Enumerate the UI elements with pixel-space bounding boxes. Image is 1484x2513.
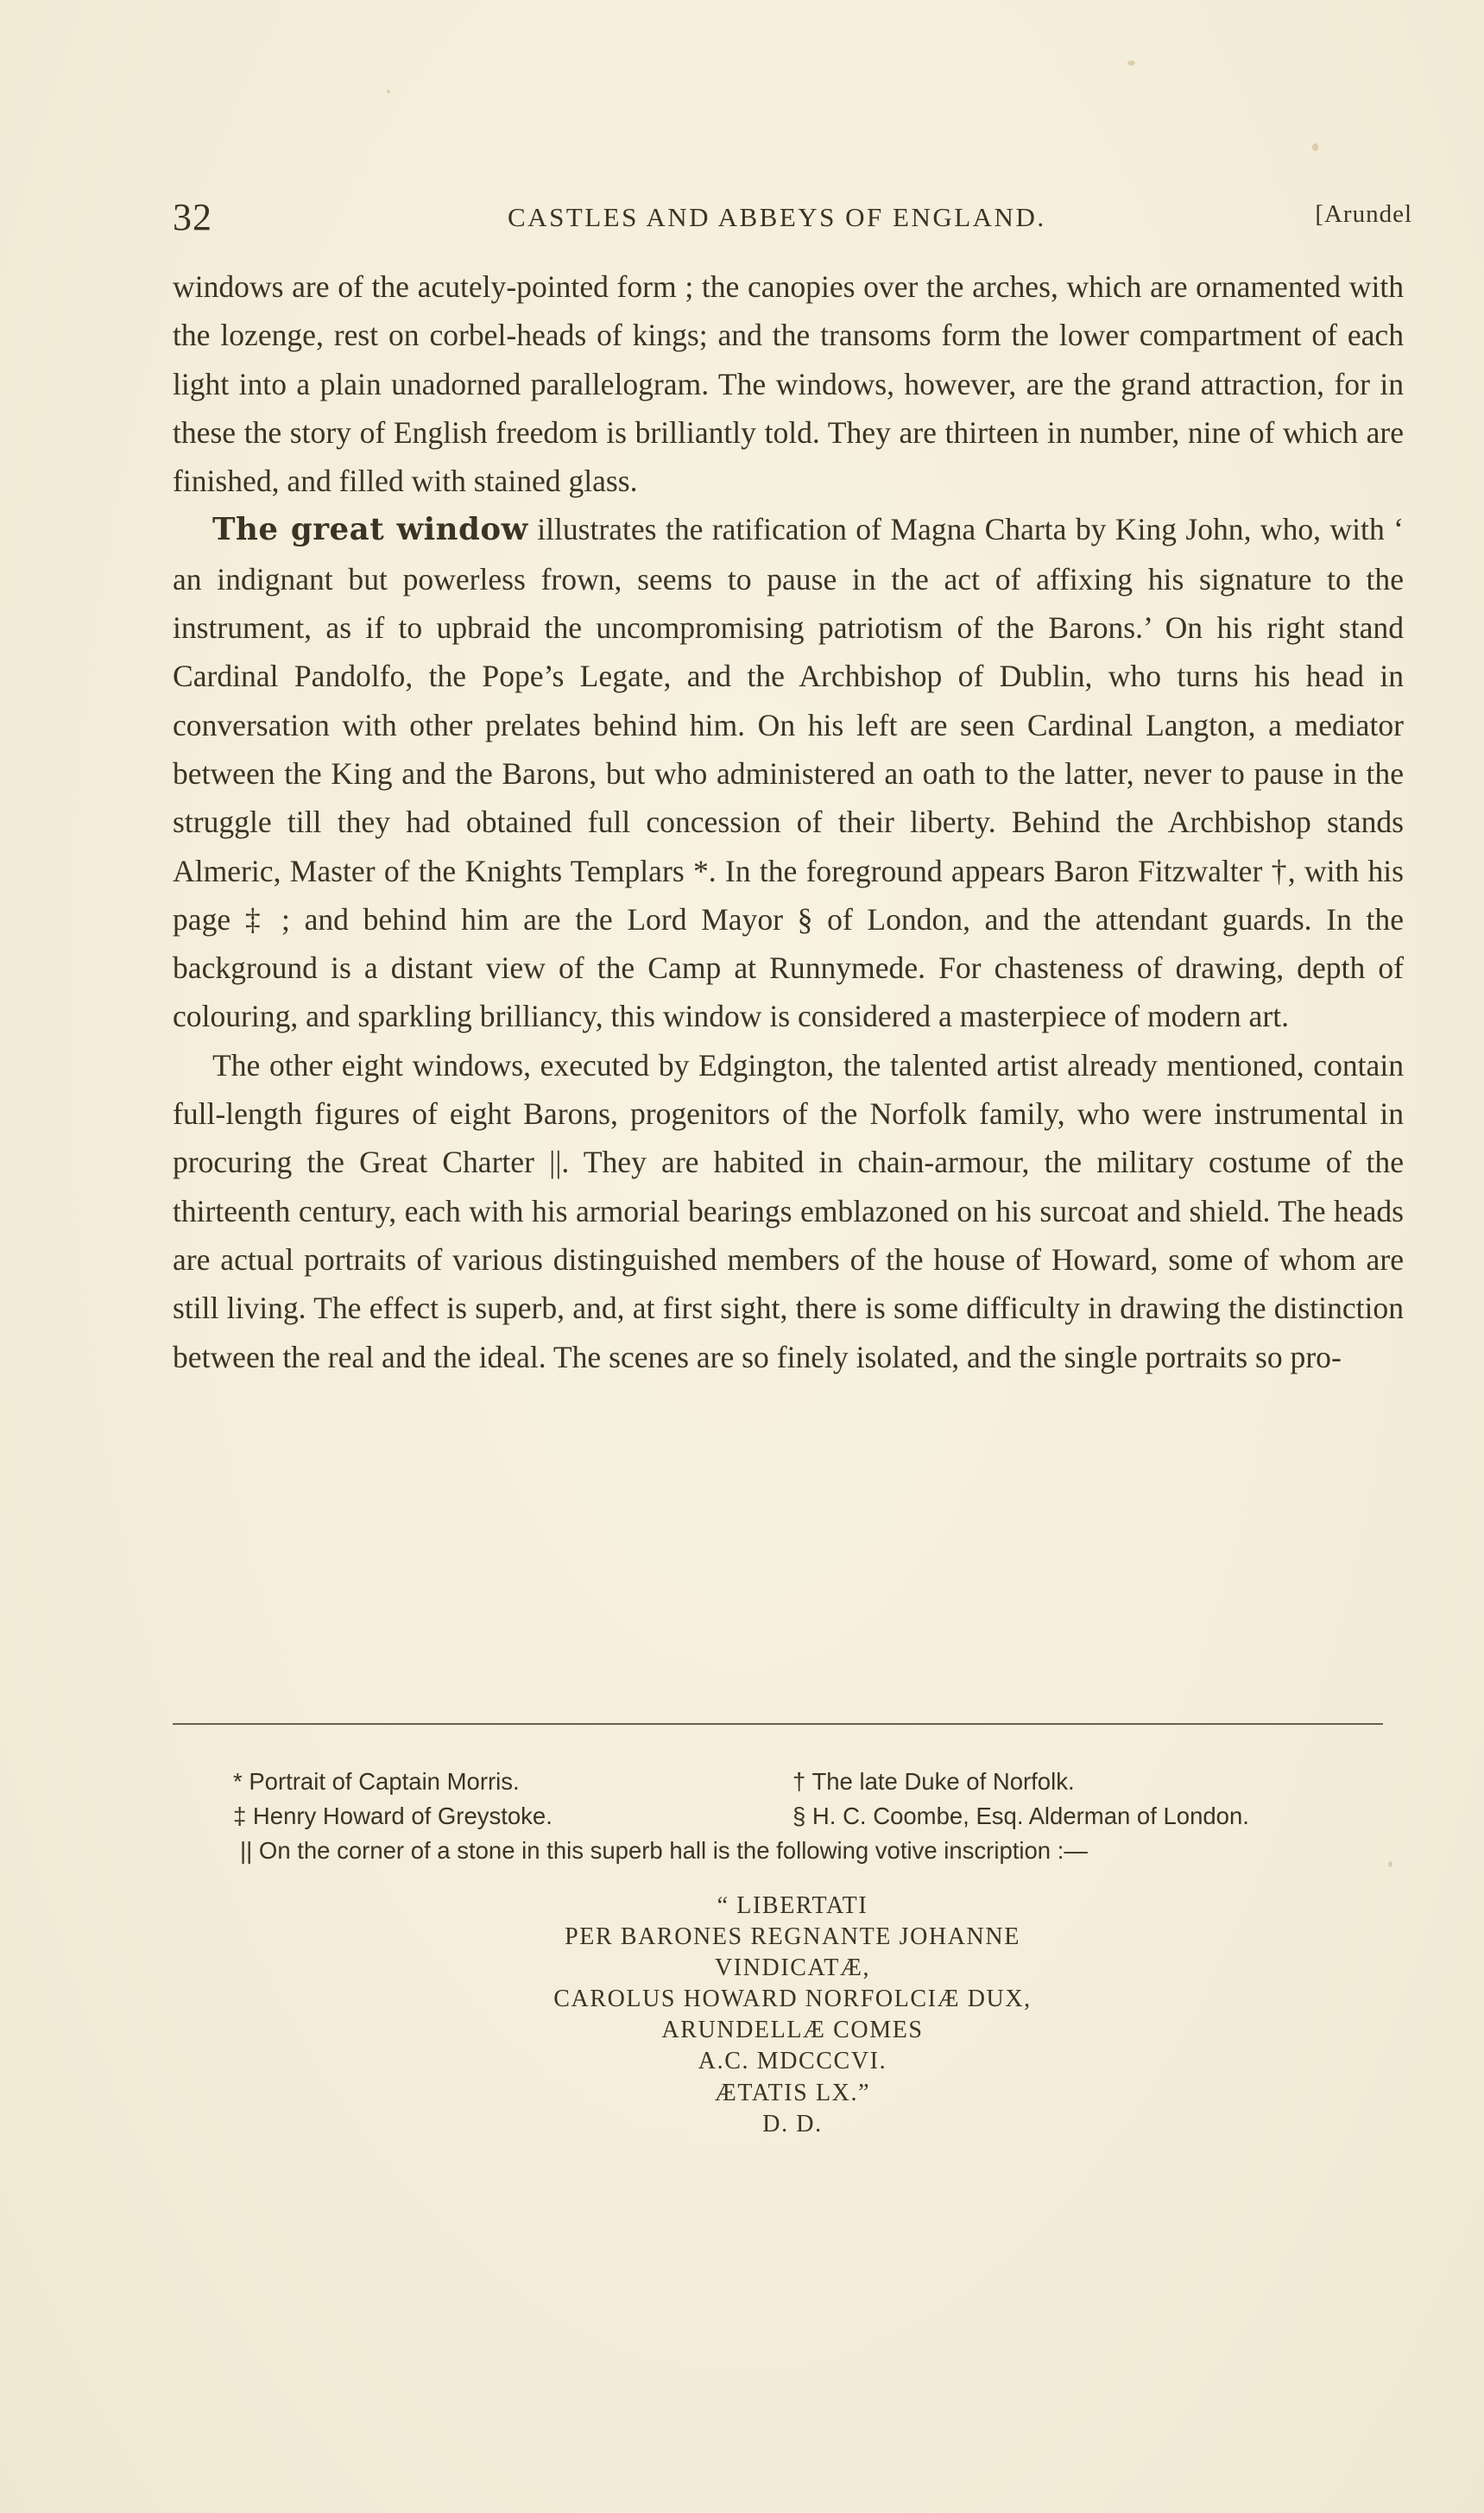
votive-inscription — [173, 1891, 1412, 2140]
inscription-line: PER BARONES REGNANTE JOHANNE — [565, 1923, 1020, 1951]
inscription-line: CAROLUS HOWARD NORFOLCIÆ DUX, — [553, 1986, 1032, 2013]
paragraph: The other eight windows, executed by Edgington, the talented artist already mentioned, contain full-length figures of eight Barons, progenitors of the Norfolk family, who were instrumental in procuring the Great Charter ||. They are habited in chain-armour, the military costume of the thirteenth century, each with his armorial bearings emblazoned on his surcoat and shield. The heads are actual portraits of various distinguished members of the house of Howard, some of whom are still living. The effect is superb, and, at first sight, there is some difficulty in drawing the distinction between the real and the ideal. The scenes are so finely isolated, and the single portraits so pro- — [173, 1047, 1404, 1374]
footnote-row — [233, 1799, 1355, 1834]
paragraph — [173, 505, 1404, 1040]
footnote: ‡ Henry Howard of Greystoke. — [233, 1803, 553, 1829]
paper-speck — [387, 90, 390, 93]
running-title: CASTLES AND ABBEYS OF ENGLAND. — [508, 202, 1046, 232]
inscription-line: ÆTATIS LX.” — [714, 2079, 871, 2106]
running-head — [173, 195, 1412, 238]
body-text — [173, 262, 1404, 1381]
footnote-row — [233, 1765, 1355, 1799]
inscription-line: “ LIBERTATI — [717, 1892, 868, 1919]
paper-speck — [1127, 60, 1135, 66]
footnote: † The late Duke of Norfolk. — [793, 1768, 1075, 1795]
paper-speck — [1312, 143, 1318, 151]
footnote: || On the corner of a stone in this superb hall is the following votive inscription :— — [240, 1837, 1088, 1864]
blackletter-lead: The great window — [212, 512, 528, 548]
inscription-line: A.C. MDCCCVI. — [698, 2048, 887, 2075]
paper-speck — [1388, 1861, 1392, 1867]
page-number: 32 — [173, 196, 212, 238]
running-section: [Arundel — [1315, 200, 1412, 228]
footnotes — [233, 1765, 1355, 1873]
paragraph: windows are of the acutely-pointed form ; the canopies over the arches, which are ornamented with the lozenge, rest on corbel-heads of kings; and the transoms form the lower compartment of each light into a plain unadorned parallelogram. The windows, however, are the grand attraction, for in these the story of English freedom is brilliantly told. They are thirteen in number, nine of which are finished, and filled with stained glass. — [173, 269, 1404, 499]
inscription-line: D. D. — [762, 2110, 823, 2137]
footnote: § H. C. Coombe, Esq. Alderman of London. — [793, 1803, 1249, 1829]
inscription-line: ARUNDELLÆ COMES — [661, 2017, 924, 2044]
footnote: * Portrait of Captain Morris. — [233, 1768, 520, 1795]
paragraph-text: illustrates the ratification of Magna Charta by King John, who, with ‘ an indignant but powerless frown, seems to pause in the act of affixing his signature to the instrument, as if to upbraid the uncompromising patriotism of the Barons.’ On his right stand Cardinal Pandolfo, the Pope’s Legate, and the Archbishop of Dublin, who turns his head in conversation with other prelates behind him. On his left are seen Cardinal Langton, a mediator between the King and the Barons, but who administered an oath to the latter, never to pause in the struggle till they had obtained full concession of their liberty. Behind the Archbishop stands Almeric, Master of the Knights Templars *. In the foreground appears Baron Fitzwalter †, with his page ‡ ; and behind him are the Lord Mayor § of London, and the attendant guards. In the background is a distant view of the Camp at Runnymede. For chasteness of drawing, depth of colouring, and sparkling brilliancy, this window is considered a masterpiece of modern art. — [173, 512, 1404, 1034]
inscription-line: VINDICATÆ, — [714, 1954, 871, 1982]
footnote-divider — [173, 1723, 1383, 1725]
